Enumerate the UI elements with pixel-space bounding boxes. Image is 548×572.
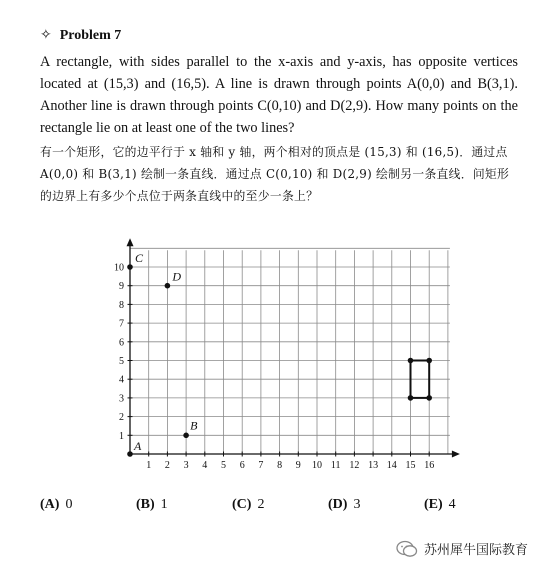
- y-tick-label: 1: [119, 430, 124, 442]
- x-tick-label: 6: [239, 460, 245, 471]
- point-a: [127, 451, 133, 457]
- y-tick-label: 6: [119, 337, 124, 349]
- point-label-b: B: [190, 418, 198, 433]
- x-tick-label: 14: [386, 460, 397, 471]
- y-tick-label: 5: [119, 356, 124, 367]
- x-tick-label: 1: [146, 460, 152, 471]
- choice-a[interactable]: (A) 0: [40, 497, 73, 512]
- watermark: [396, 539, 528, 558]
- y-tick-label: 7: [119, 318, 124, 330]
- y-tick-label: 2: [119, 412, 124, 424]
- rectangle-vertex: [426, 395, 432, 401]
- x-tick-label: 11: [330, 460, 341, 471]
- rectangle-vertex: [408, 395, 414, 401]
- x-tick-label: 15: [405, 460, 416, 471]
- x-tick-label: 12: [349, 460, 360, 471]
- point-d: [165, 283, 171, 289]
- problem-text-en: A rectangle, with sides parallel to the x-axis and y-axis, has opposite vertices located at (15,3) and (16,5). A line is drawn through points A(0,0) and B(3,1). Another line is drawn through points C(0,10) and D(2,9). How many points on the rectangle lie on at least one of the two lines?: [40, 54, 518, 136]
- x-tick-label: 7: [258, 460, 264, 471]
- point-label-d: D: [172, 269, 182, 284]
- x-tick-label: 2: [164, 460, 170, 471]
- y-tick-label: 8: [119, 299, 124, 311]
- x-tick-label: 16: [424, 460, 435, 471]
- choice-b[interactable]: (B) 1: [136, 497, 168, 512]
- y-tick-label: 3: [119, 393, 124, 405]
- x-tick-label: 13: [368, 460, 379, 471]
- wechat-icon: [396, 540, 418, 558]
- problem-text-zh: 有一个矩形，它的边平行于 x 轴和 y 轴，两个相对的顶点是 (15,3) 和 (16,5)．通过点 A(0,0) 和 B(3,1) 绘制一条直线．通过点 C(0,10) 和 D(2,9) 绘制另一条直线．问矩形的边界上有多少个点位于两条直线中的至少一条上？: [40, 145, 510, 203]
- choice-c[interactable]: (C) 2: [232, 497, 265, 512]
- point-label-a: A: [134, 439, 142, 453]
- x-tick-label: 9: [295, 460, 301, 471]
- x-tick-label: 8: [277, 460, 283, 471]
- choice-d[interactable]: (D) 3: [328, 497, 361, 512]
- x-tick-label: 4: [202, 460, 208, 471]
- y-tick-label: 10: [114, 262, 124, 274]
- y-tick-label: 9: [119, 281, 124, 293]
- point-b: [183, 433, 189, 439]
- watermark-text: 苏州犀牛国际教育: [424, 543, 529, 558]
- x-axis-arrow: [452, 451, 460, 458]
- y-tick-label: 4: [119, 374, 124, 386]
- diamond-icon: ✧: [40, 28, 52, 43]
- x-tick-label: 5: [221, 460, 226, 471]
- y-axis-arrow: [127, 238, 134, 246]
- rectangle-vertex: [426, 358, 432, 364]
- point-label-c: C: [135, 251, 144, 265]
- rectangle-vertex: [408, 358, 414, 364]
- problem-title: Problem 7: [59, 28, 122, 43]
- x-tick-label: 10: [312, 460, 322, 471]
- x-tick-label: 3: [183, 460, 189, 471]
- choice-e[interactable]: (E) 4: [424, 497, 456, 512]
- point-c: [127, 264, 133, 270]
